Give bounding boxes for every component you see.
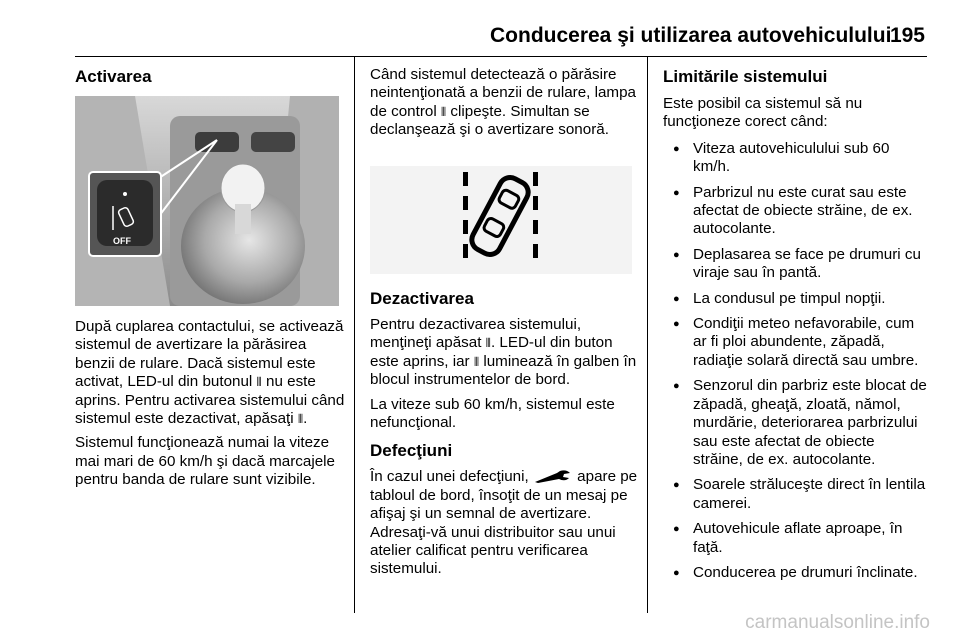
list-item: ● Senzorul din parbriz este blocat de zăpadă, gheaţă, zloată, nămol, murdărie, deteriorarea parbrizului sau este afectat de obiecte străine, de ex. autocolante.: [663, 377, 927, 469]
heading-limitations: Limitările sistemului: [663, 67, 828, 86]
watermark: carmanualsonline.info: [745, 612, 930, 633]
activation-paragraph: După cuplarea contactului, se activează sistemul de avertizare la părăsirea benzii de rulare. Dacă sistemul este activat, LED-ul din butonul ⦀ nu este aprins. Pentru activarea sistemului când sistemul este dezactivat, apăsaţi ⦀.: [75, 318, 345, 428]
page-header-title: Conducerea şi utilizarea autovehiculului: [490, 24, 892, 47]
list-item: ● La condusul pe timpul nopţii.: [663, 290, 927, 308]
list-item: ● Soarele străluceşte direct în lentila camerei.: [663, 476, 927, 513]
list-item: ● Deplasarea se face pe drumuri cu viraje sau în pantă.: [663, 246, 927, 283]
deactivation-paragraph: Pentru dezactivarea sistemului, menţineţi apăsat ⦀. LED-ul din buton este aprins, iar ⦀ luminează în galben în blocul instrumentelor de bord.: [370, 316, 637, 389]
limitations-list: [663, 140, 927, 583]
fault-paragraph: În cazul unei defecţiuni, apare pe tabloul de bord, însoţit de un mesaj pe afişaj şi un semnal de avertizare. Adresaţi-vă unui distribuitor sau unui atelier calificat pentru verificarea sistemului.: [370, 468, 638, 578]
limitations-intro: Este posibil ca sistemul să nu funcţioneze corect când:: [663, 95, 863, 131]
heading-activation: Activarea: [75, 67, 152, 86]
middle-top: [370, 66, 638, 146]
console-button-photo: [75, 96, 339, 306]
middle-body: [370, 288, 638, 585]
off-label: OFF: [113, 236, 131, 246]
left-column: [75, 66, 345, 88]
header-rule: [75, 56, 927, 57]
column-divider-left: [354, 57, 355, 613]
list-item: ● Autovehicule aflate aproape, în faţă.: [663, 520, 927, 557]
page-number: 195: [889, 24, 925, 47]
right-column: [663, 66, 927, 589]
list-item: ● Conducerea pe drumuri înclinate.: [663, 564, 927, 582]
heading-deactivation: Dezactivarea: [370, 289, 474, 308]
low-speed-paragraph: La viteze sub 60 km/h, sistemul este nefuncţional.: [370, 395, 615, 432]
list-item: ● Viteza autovehiculului sub 60 km/h.: [663, 140, 927, 177]
lane-car-icon: [370, 166, 632, 274]
console-illustration: [75, 96, 339, 306]
lane-departure-icon: ⦀: [440, 104, 447, 119]
left-body: [75, 318, 347, 496]
lane-departure-icon: ⦀: [485, 336, 491, 351]
speed-condition-paragraph: Sistemul funcţionează numai la viteze mai mari de 60 km/h şi dacă marcajele pentru banda de rulare sunt vizibile.: [75, 434, 335, 489]
column-divider-right: [647, 57, 648, 613]
list-item: ● Condiţii meteo nefavorabile, cum ar fi ploi abundente, zăpadă, radiaţie solară directă sau umbre.: [663, 315, 927, 370]
lane-departure-icon: ⦀: [297, 412, 304, 427]
lane-departure-icon: ⦀: [473, 354, 480, 369]
lane-departure-symbol-figure: [370, 166, 632, 274]
wrench-icon: [533, 469, 573, 483]
lane-departure-icon: ⦀: [256, 375, 262, 390]
heading-faults: Defecţiuni: [370, 441, 453, 461]
warning-paragraph: Când sistemul detectează o părăsire neintenţionată a benzii de rulare, lampa de control ⦀ clipeşte. Simultan se declanşează şi o avertizare sonoră.: [370, 66, 636, 139]
list-item: ● Parbrizul nu este curat sau este afectat de obiecte străine, de ex. autocolante.: [663, 184, 927, 239]
